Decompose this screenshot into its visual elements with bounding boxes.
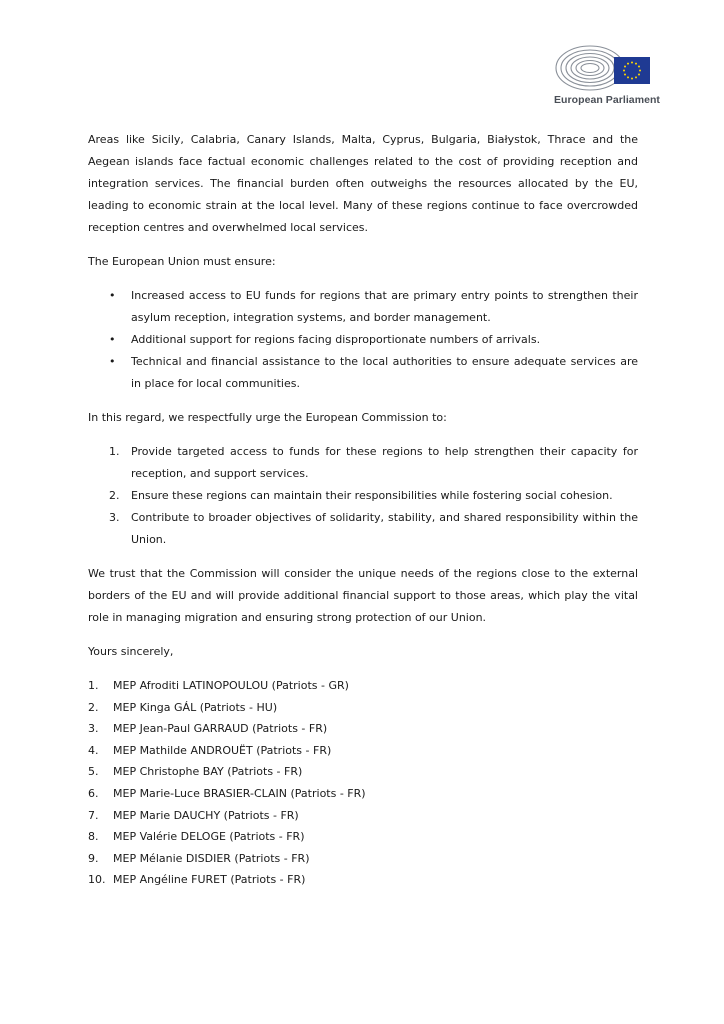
signatory-item: 6. MEP Marie-Luce BRASIER-CLAIN (Patriots - FR) [88,786,366,800]
paragraph-regions: Areas like Sicily, Calabria, Canary Islands, Malta, Cyprus, Bulgaria, Białystok, Thrace and the Aegean islands face factual economic challenges related to the cost of providing reception and integration services. The financial burden often outweighs the resources allocated by the EU, leading to economic strain at the local level. Many of these regions continue to face overcrowded reception centres and overwhelmed local services. [88,133,638,234]
paragraph-eu-must-ensure: The European Union must ensure: [88,255,276,268]
signatory-item: 7. MEP Marie DAUCHY (Patriots - FR) [88,808,299,822]
signatory-item: 10. MEP Angéline FURET (Patriots - FR) [88,873,306,887]
signatory-item: 4. MEP Mathilde ANDROUËT (Patriots - FR) [88,743,332,757]
list-item: 3. Contribute to broader objectives of solidarity, stability, and shared responsibility within the Union. [109,511,638,546]
parliament-hemicycle-icon [554,38,654,92]
logo-text: European Parliament [554,94,660,106]
signatory-item: 9. MEP Mélanie DISDIER (Patriots - FR) [88,851,310,865]
closing-line: Yours sincerely, [88,645,174,658]
paragraph-urge-commission: In this regard, we respectfully urge the European Commission to: [88,411,447,424]
european-parliament-logo [554,38,660,108]
list-item: 2. Ensure these regions can maintain their responsibilities while fostering social cohesion. [109,489,613,502]
letter-body [88,129,638,891]
signatory-item: 3. MEP Jean-Paul GARRAUD (Patriots - FR) [88,722,328,736]
list-item: • Additional support for regions facing disproportionate numbers of arrivals. [88,329,638,351]
bullet-icon: • [109,333,116,346]
list-item: • Technical and financial assistance to the local authorities to ensure adequate services are in place for local communities. [88,351,638,395]
list-item: 1. Provide targeted access to funds for these regions to help strengthen their capacity for reception, and support services. [109,445,638,480]
bullet-list [88,285,638,395]
signatory-item: 2. MEP Kinga GÁL (Patriots - HU) [88,700,278,714]
signatory-item: 5. MEP Christophe BAY (Patriots - FR) [88,765,303,779]
signatory-list [88,675,638,891]
bullet-icon: • [109,289,116,302]
list-item: • Increased access to EU funds for regions that are primary entry points to strengthen their asylum reception, integration systems, and border management. [88,285,638,329]
bullet-icon: • [109,355,116,368]
paragraph-trust: We trust that the Commission will consider the unique needs of the regions close to the external borders of the EU and will provide additional financial support to those areas, which play the vital role in managing migration and ensuring strong protection of our Union. [88,567,638,624]
signatory-item: 1. MEP Afroditi LATINOPOULOU (Patriots - GR) [88,679,349,692]
signatory-item: 8. MEP Valérie DELOGE (Patriots - FR) [88,830,305,844]
numbered-list [88,441,638,551]
